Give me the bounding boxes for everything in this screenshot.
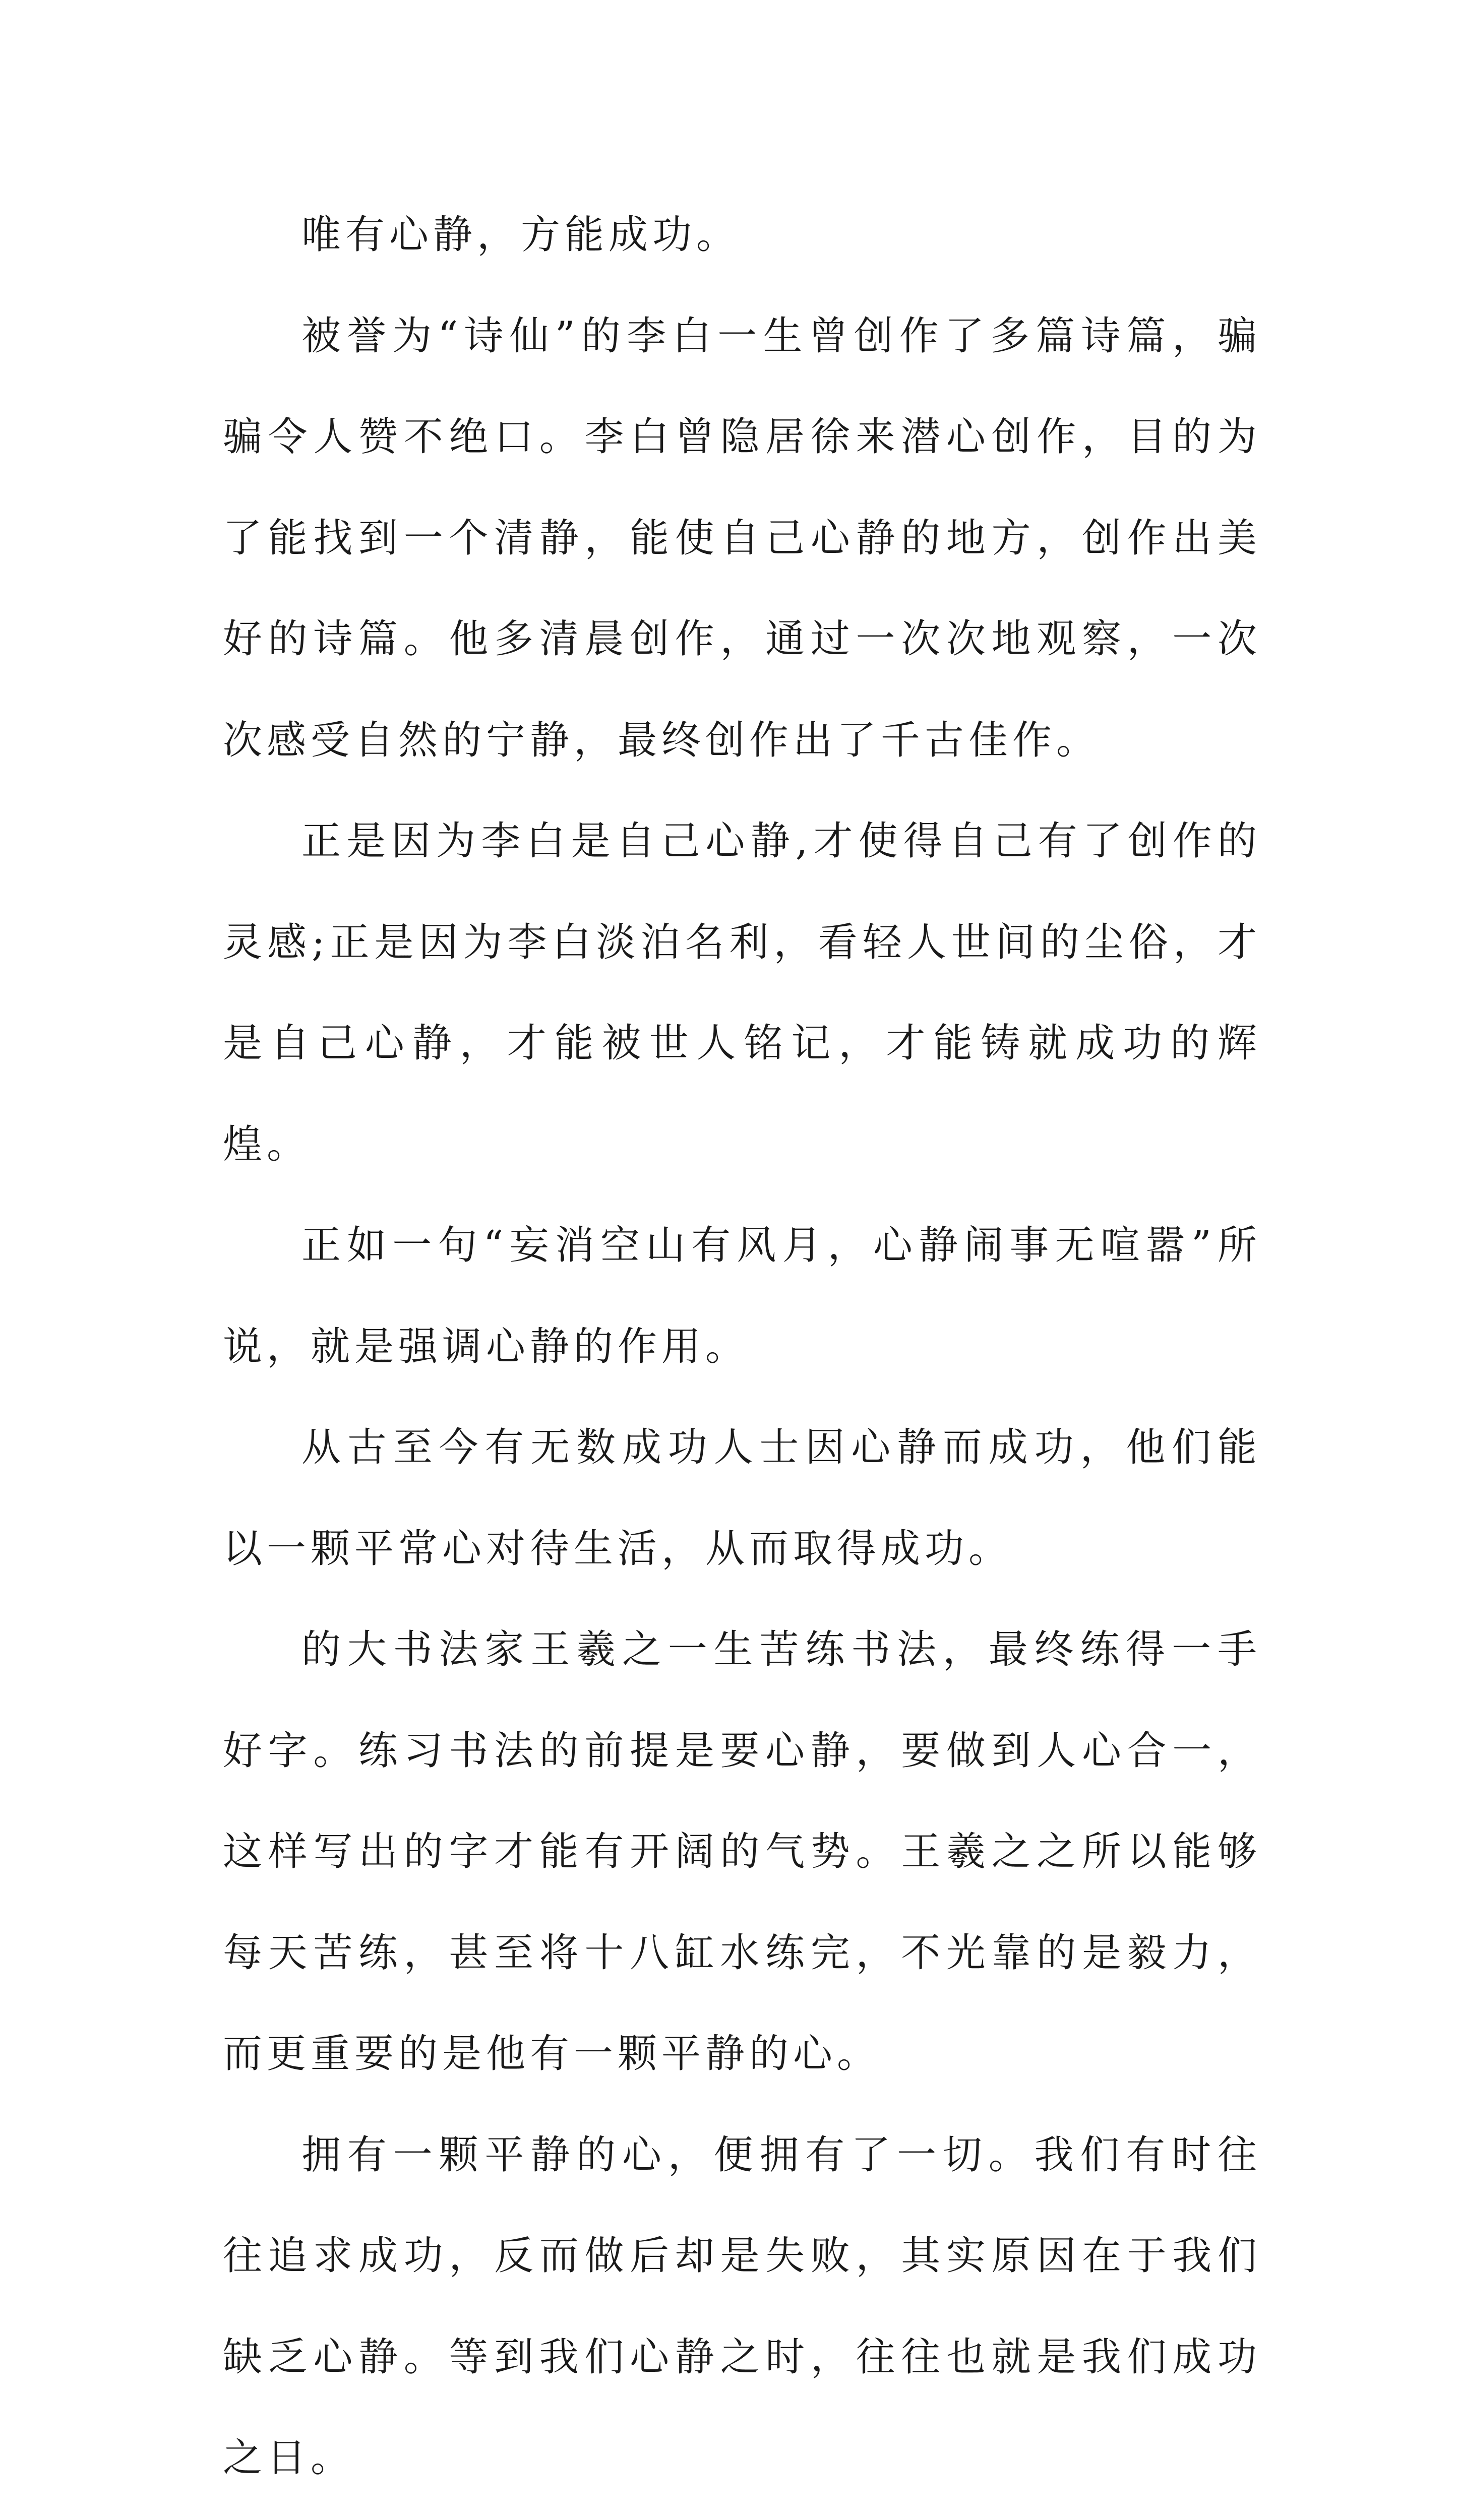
paragraph: 正如一句“妄消空山有风月，心静闹事无喧嚣”所说，就是强调心静的作用。 [223, 1195, 1261, 1397]
paragraph: 正是因为李白是自己心静,才使得自己有了创作的灵感;正是因为李白淡泊名利，看轻人世间的尘俗，才是自己心静，才能被世人铭记，才能铸就成功的辉煌。 [223, 791, 1261, 1195]
paragraph: 的大书法家王羲之一生苦练书法，最终练得一手好字。练习书法的前提是要心静，要做到人心合一，这样写出的字才能有开阔的气势。王羲之之所以能够每天苦练，甚至将十八缸水练完，不光靠的是毅力，而更重要的是他有一颗平静的心。 [223, 1599, 1261, 2105]
paragraph [223, 2509, 1261, 2520]
paragraph: 从古至今有无数成功人士因心静而成功，他们能以一颗平常心对待生活，从而取得成功。 [223, 1397, 1261, 1599]
paragraph: 拥有一颗平静的心，便拥有了一切。我们有时往往追求成功，反而做后却是失败，其实原因在于我们缺乏心静。等到我们心静之时，往往也就是我们成功之日。 [223, 2105, 1261, 2509]
paragraph: 唯有心静，方能成功。 [223, 184, 1261, 286]
paragraph: 被誉为“诗仙”的李白一生曾创作了多篇诗篇，骗骗令人赞不绝口。李白曾隐居徐来潜心创作，目的为了能找到一个清静，能使自己心静的地方，创作出美好的诗篇。他多清晨创作，通过一次次地观察，一次次感受自然的宁静，最终创作出了千古佳作。 [223, 286, 1261, 791]
essay-body [223, 184, 1261, 2520]
